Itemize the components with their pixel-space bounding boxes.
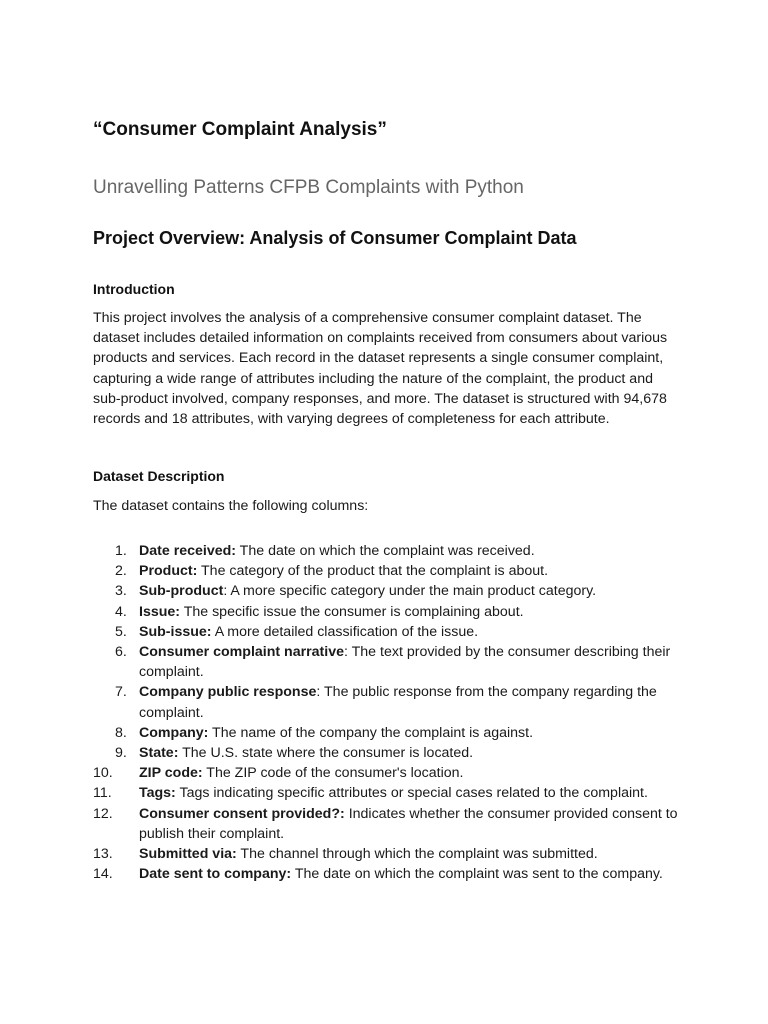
column-name: ZIP code:	[139, 765, 203, 782]
list-item-number: 14.	[93, 866, 113, 883]
column-description: : The public response from the company regarding the complaint.	[139, 684, 657, 721]
column-description: Tags indicating specific attributes or special cases related to the complaint.	[175, 785, 648, 802]
dataset-description-intro: The dataset contains the following columns:	[93, 498, 369, 514]
column-description: The name of the company the complaint is against.	[208, 724, 534, 741]
column-list-item	[93, 864, 683, 884]
column-description: A more detailed classification of the issue.	[211, 623, 479, 640]
column-name: Sub-issue:	[139, 623, 212, 640]
list-item-number: 4.	[115, 603, 127, 620]
dataset-description-heading: Dataset Description	[93, 468, 225, 484]
column-name: Date sent to company:	[139, 866, 292, 883]
column-name: Product:	[139, 563, 198, 580]
list-item-number: 10.	[93, 765, 113, 782]
column-description: : A more specific category under the main product category.	[223, 583, 597, 600]
list-item-number: 9.	[115, 745, 127, 762]
column-list-item	[93, 783, 683, 803]
column-description: The date on which the complaint was received.	[236, 543, 535, 559]
column-name: Date received:	[139, 543, 236, 559]
list-item-number: 7.	[115, 684, 127, 701]
column-list-item	[93, 561, 683, 581]
list-item-number: 3.	[115, 583, 127, 600]
column-list-item	[93, 682, 683, 722]
document-subtitle: Unravelling Patterns CFPB Complaints with Python	[93, 177, 524, 198]
document-title: “Consumer Complaint Analysis”	[93, 119, 387, 140]
list-item-number: 13.	[93, 846, 113, 863]
column-name: Consumer consent provided?:	[139, 805, 345, 822]
column-list-item	[93, 541, 683, 561]
column-list-item	[93, 763, 683, 783]
column-name: Tags:	[139, 785, 176, 802]
column-name: Consumer complaint narrative	[139, 644, 344, 661]
column-list-item	[93, 581, 683, 601]
column-list-item	[93, 642, 683, 682]
column-description: The channel through which the complaint was submitted.	[236, 846, 598, 863]
overview-heading: Project Overview: Analysis of Consumer Complaint Data	[93, 228, 577, 248]
column-name: Submitted via:	[139, 846, 237, 863]
list-item-number: 6.	[115, 644, 127, 661]
column-list-item	[93, 804, 683, 844]
column-name: State:	[139, 745, 179, 762]
column-name: Company:	[139, 724, 209, 741]
column-list-item	[93, 743, 683, 763]
list-item-number: 1.	[115, 543, 127, 559]
column-name: Sub-product	[139, 583, 224, 600]
list-item-number: 11.	[93, 785, 112, 802]
list-item-number: 5.	[115, 623, 127, 640]
column-description: : The text provided by the consumer describing their complaint.	[139, 644, 671, 681]
column-name: Company public response	[139, 684, 317, 701]
introduction-heading: Introduction	[93, 281, 175, 297]
dataset-columns-list	[93, 541, 683, 884]
list-item-number: 8.	[115, 724, 127, 741]
introduction-paragraph: This project involves the analysis of a comprehensive consumer complaint dataset. The dataset includes detailed information on complaints received from consumers about various products and services. Each record in the dataset represents a single consumer complaint, capturing a wide range of attributes including the nature of the complaint, the product and sub-product involved, company responses, and more. The dataset is structured with 94,678 records and 18 attributes, with varying degrees of completeness for each attribute.	[93, 310, 668, 428]
column-name: Issue:	[139, 603, 181, 620]
column-description: Indicates whether the consumer provided consent to publish their complaint.	[139, 805, 678, 842]
column-list-item	[93, 723, 683, 743]
column-list-item	[93, 844, 683, 864]
column-description: The category of the product that the complaint is about.	[197, 563, 549, 580]
column-description: The specific issue the consumer is complaining about.	[180, 603, 524, 620]
column-list-item	[93, 622, 683, 642]
column-description: The U.S. state where the consumer is located.	[178, 745, 474, 762]
column-list-item	[93, 602, 683, 622]
column-description: The ZIP code of the consumer's location.	[202, 765, 464, 782]
column-description: The date on which the complaint was sent to the company.	[291, 866, 663, 883]
list-item-number: 2.	[115, 563, 127, 580]
list-item-number: 12.	[93, 805, 113, 822]
